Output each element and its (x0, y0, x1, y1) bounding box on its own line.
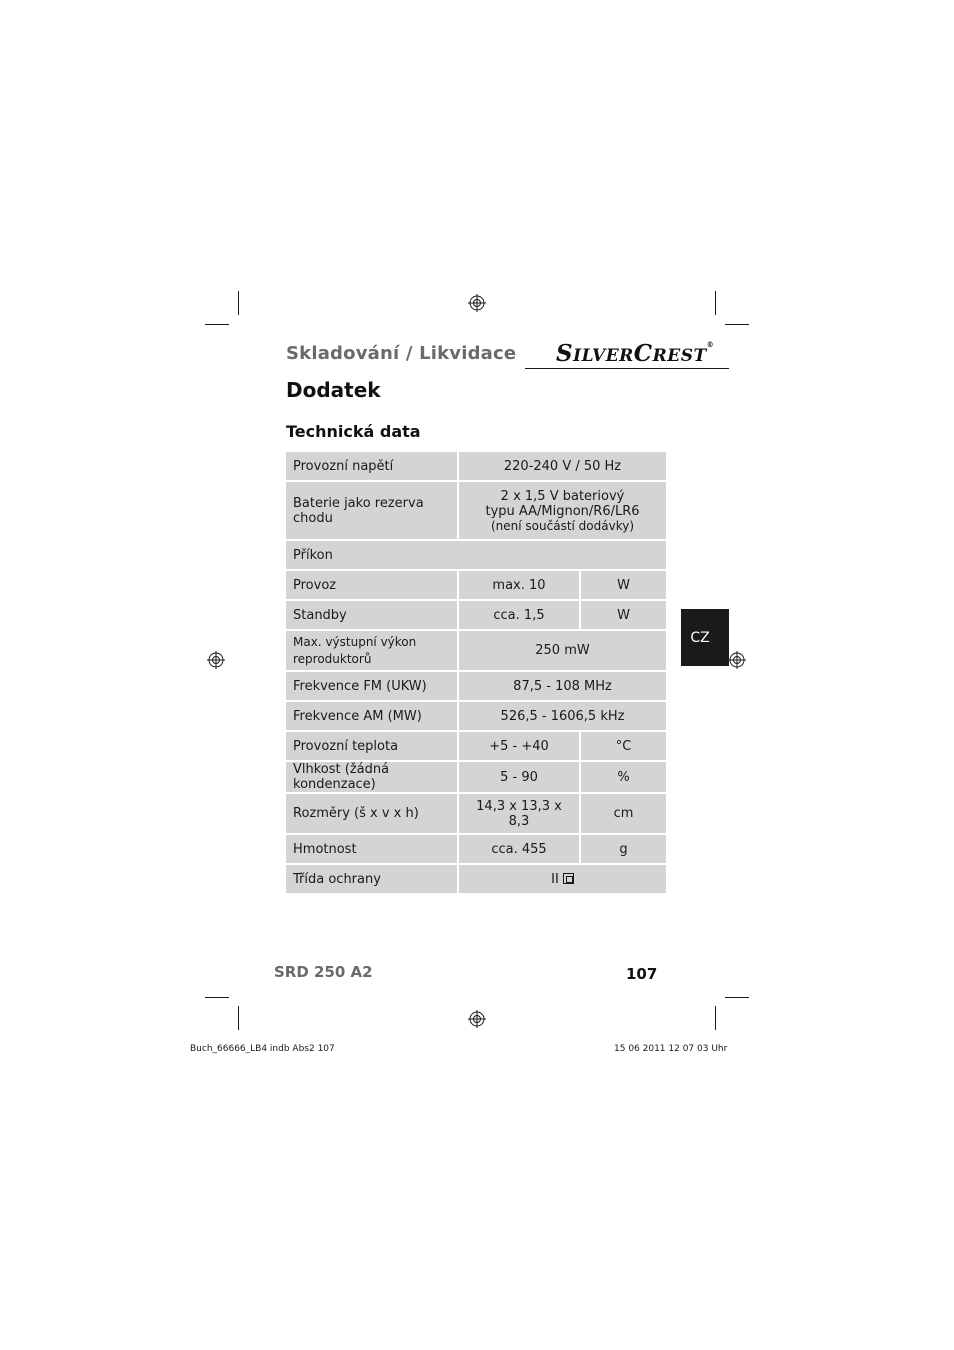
spec-unit: g (581, 835, 666, 865)
protection-class-value: II (551, 871, 559, 887)
spec-label: Hmotnost (286, 835, 459, 865)
spec-unit: W (581, 571, 666, 601)
spec-label: Rozměry (š x v x h) (286, 794, 459, 835)
registration-mark-icon (207, 651, 225, 669)
language-tab: CZ (681, 609, 729, 666)
spec-label: Provozní teplota (286, 732, 459, 762)
spec-label: Provozní napětí (286, 452, 459, 482)
registration-mark-icon (468, 1010, 486, 1028)
spec-value: +5 - +40 (459, 732, 581, 762)
brand-letter: C (633, 340, 653, 367)
spec-label: Standby (286, 601, 459, 631)
spec-label: Frekvence FM (UKW) (286, 672, 459, 702)
page-number: 107 (626, 965, 658, 983)
spec-value: cca. 1,5 (459, 601, 581, 631)
spec-label: Třída ochrany (286, 865, 459, 895)
page-title: Dodatek (286, 378, 381, 402)
spec-label: Baterie jako rezerva chodu (286, 482, 459, 541)
spec-unit: °C (581, 732, 666, 762)
table-row (286, 601, 666, 631)
table-row (286, 631, 666, 672)
spec-label-line: reproduktorů (293, 651, 372, 666)
spec-value (459, 865, 666, 895)
brand-letter: S (556, 340, 574, 367)
spec-value (459, 482, 666, 541)
brand-letters: ILVER (573, 346, 634, 366)
spec-value-line: typu AA/Mignon/R6/LR6 (485, 503, 640, 519)
crop-mark-top-right-v (715, 291, 716, 315)
crop-mark-bottom-left-h (205, 997, 229, 998)
table-row (286, 762, 666, 794)
section-subtitle: Technická data (286, 422, 421, 441)
crop-mark-bottom-right-h (725, 997, 749, 998)
crop-mark-top-right-h (725, 324, 749, 325)
spec-label: Provoz (286, 571, 459, 601)
crop-mark-bottom-right-v (715, 1006, 716, 1030)
table-row (286, 835, 666, 865)
spec-value: 526,5 - 1606,5 kHz (459, 702, 666, 732)
brand-letters: REST (652, 346, 707, 366)
spec-label: Vlhkost (žádná kondenzace) (286, 762, 459, 794)
registration-mark-icon (728, 651, 746, 669)
table-row (286, 672, 666, 702)
print-slug-left: Buch_66666_LB4 indb Abs2 107 (190, 1044, 335, 1054)
technical-data-table (286, 452, 666, 895)
spec-value: max. 10 (459, 571, 581, 601)
spec-unit: % (581, 762, 666, 794)
table-row (286, 541, 666, 571)
table-row (286, 702, 666, 732)
header-rule (525, 368, 729, 369)
double-insulation-icon (563, 873, 574, 884)
spec-value-line: (není součástí dodávky) (491, 518, 635, 533)
spec-value: 87,5 - 108 MHz (459, 672, 666, 702)
print-slug-right: 15 06 2011 12 07 03 Uhr (614, 1044, 728, 1054)
crop-mark-bottom-left-v (238, 1006, 239, 1030)
spec-value-line: 2 x 1,5 V bateriový (500, 488, 625, 504)
model-number: SRD 250 A2 (274, 963, 373, 981)
brand-logo (556, 340, 714, 367)
section-title: Skladování / Likvidace (286, 343, 517, 364)
spec-value: 5 - 90 (459, 762, 581, 794)
spec-label: Příkon (286, 541, 666, 571)
spec-label: Frekvence AM (MW) (286, 702, 459, 732)
spec-label (286, 631, 459, 672)
spec-value: 14,3 x 13,3 x 8,3 (459, 794, 581, 835)
table-row (286, 794, 666, 835)
crop-mark-top-left-h (205, 324, 229, 325)
registered-mark: ® (706, 340, 715, 349)
spec-unit: W (581, 601, 666, 631)
spec-unit: cm (581, 794, 666, 835)
spec-value: cca. 455 (459, 835, 581, 865)
spec-value: 220-240 V / 50 Hz (459, 452, 666, 482)
spec-value: 250 mW (459, 631, 666, 672)
crop-mark-top-left-v (238, 291, 239, 315)
table-row (286, 452, 666, 482)
table-row (286, 865, 666, 895)
table-row (286, 571, 666, 601)
table-row (286, 482, 666, 541)
spec-label-line: Max. výstupní výkon (293, 634, 417, 649)
table-row (286, 732, 666, 762)
registration-mark-icon (468, 294, 486, 312)
